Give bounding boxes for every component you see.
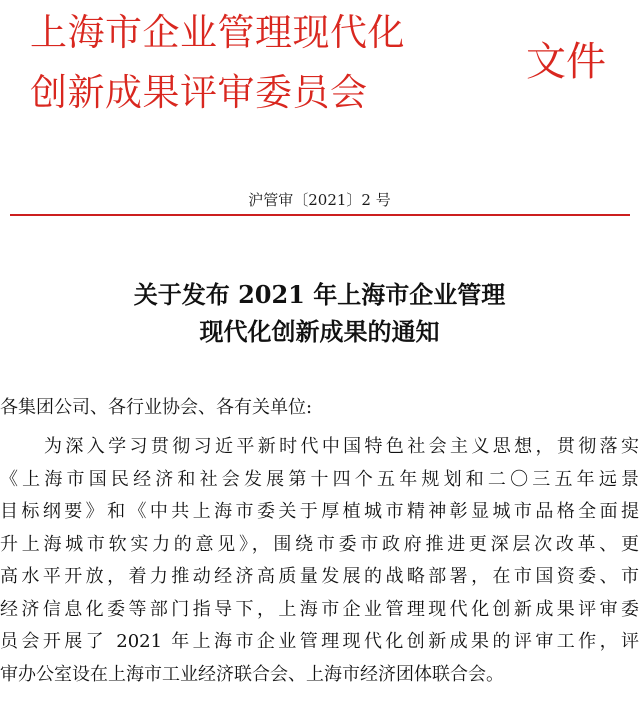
body-line: 高水平开放，着力推动经济高质量发展的战略部署，在市国资委、市 [0,566,639,587]
document-type-label: 文件 [526,39,606,85]
body-line: 为深入学习贯彻习近平新时代中国特色社会主义思想，贯彻落实 [44,436,639,457]
notice-title-line-1: 关于发布 2021 年上海市企业管理 [133,280,506,309]
red-divider-line [10,214,630,216]
body-paragraph [0,431,639,691]
salutation: 各集团公司、各行业协会、各有关单位: [0,397,313,418]
body-line: 员会开展了 2021 年上海市企业管理现代化创新成果的评审工作，评 [0,631,639,652]
issuer-title-line-1: 上海市企业管理现代化 [30,11,405,54]
body-line: 升上海城市软实力的意见》，围绕市委市政府推进更深层次改革、更 [0,533,639,555]
document-number: 沪管审〔2021〕2 号 [248,191,391,209]
body-line: 目标纲要》和《中共上海市委关于厚植城市精神彰显城市品格全面提 [0,501,639,522]
issuer-title-line-2: 创新成果评审委员会 [30,71,368,114]
body-line: 经济信息化委等部门指导下，上海市企业管理现代化创新成果评审委 [0,598,639,620]
body-line: 审办公室设在上海市工业经济联合会、上海市经济团体联合会。 [0,663,504,685]
body-line: 《上海市国民经济和社会发展第十四个五年规划和二〇三五年远景 [0,468,639,490]
notice-title-line-2: 现代化创新成果的通知 [199,317,440,346]
